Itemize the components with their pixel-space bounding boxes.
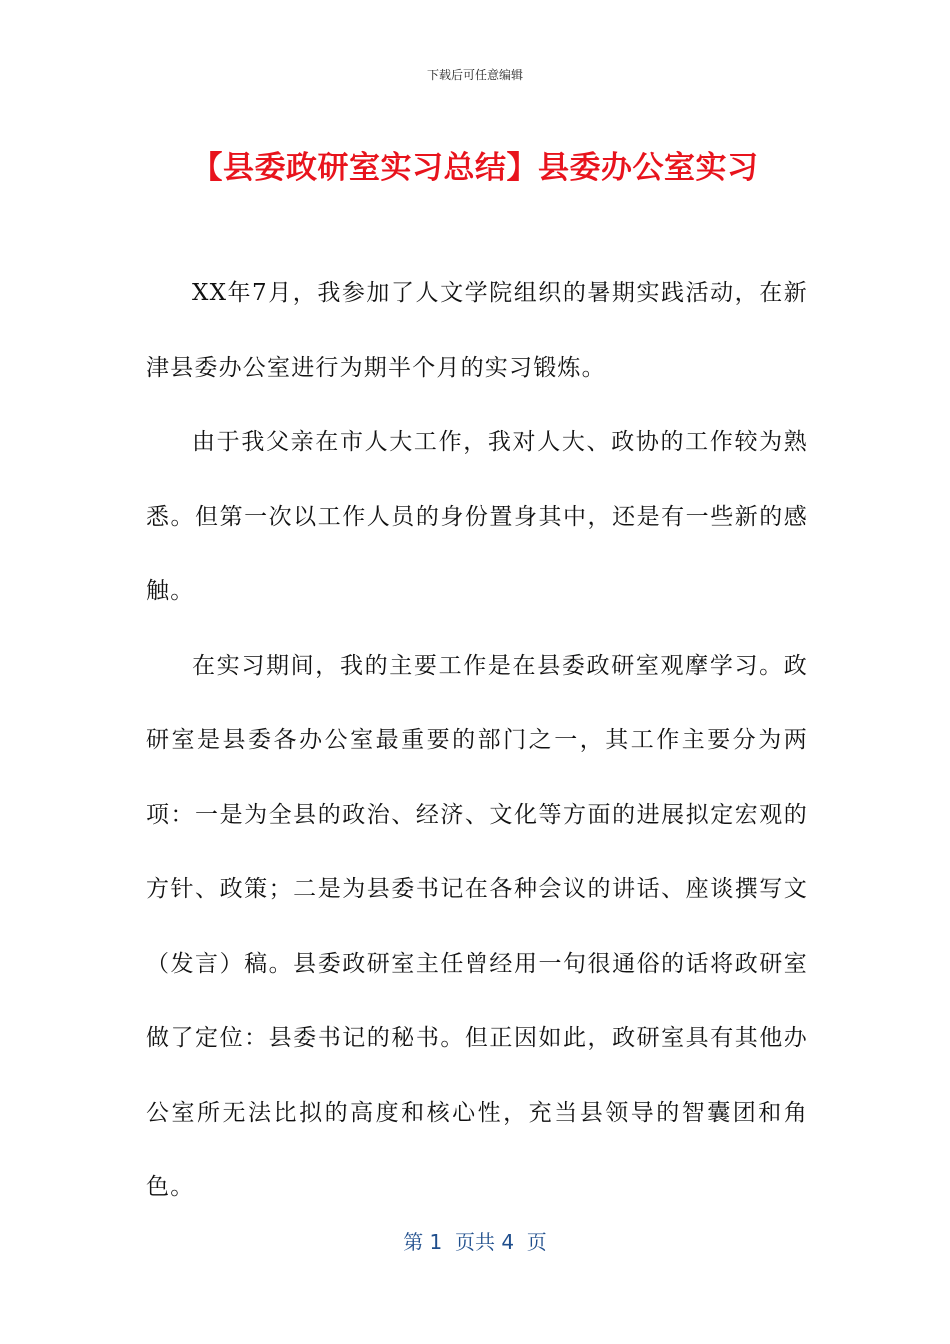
paragraph-2: 由于我父亲在市人大工作，我对人大、政协的工作较为熟悉。但第一次以工作人员的身份置身其中，还是有一些新的感触。 [146,429,808,604]
document-title: 【县委政研室实习总结】县委办公室实习 [191,150,759,186]
page-number-footer: 第 1 页共 4 页 [403,1230,547,1254]
document-body [146,256,808,1225]
header-note: 下载后可任意编辑 [426,68,523,82]
paragraph-3: 在实习期间，我的主要工作是在县委政研室观摩学习。政研室是县委各办公室最重要的部门之一，其工作主要分为两项：一是为全县的政治、经济、文化等方面的进展拟定宏观的方针、政策；二是为县委书记在各种会议的讲话、座谈撰写文（发言）稿。县委政研室主任曾经用一句很通俗的话将政研室做了定位：县委书记的秘书。但正因如此，政研室具有其他办公室所无法比拟的高度和核心性，充当县领导的智囊团和角色。 [146,652,808,1200]
paragraph-1: XX年7月，我参加了人文学院组织的暑期实践活动，在新津县委办公室进行为期半个月的实习锻炼。 [146,280,808,381]
